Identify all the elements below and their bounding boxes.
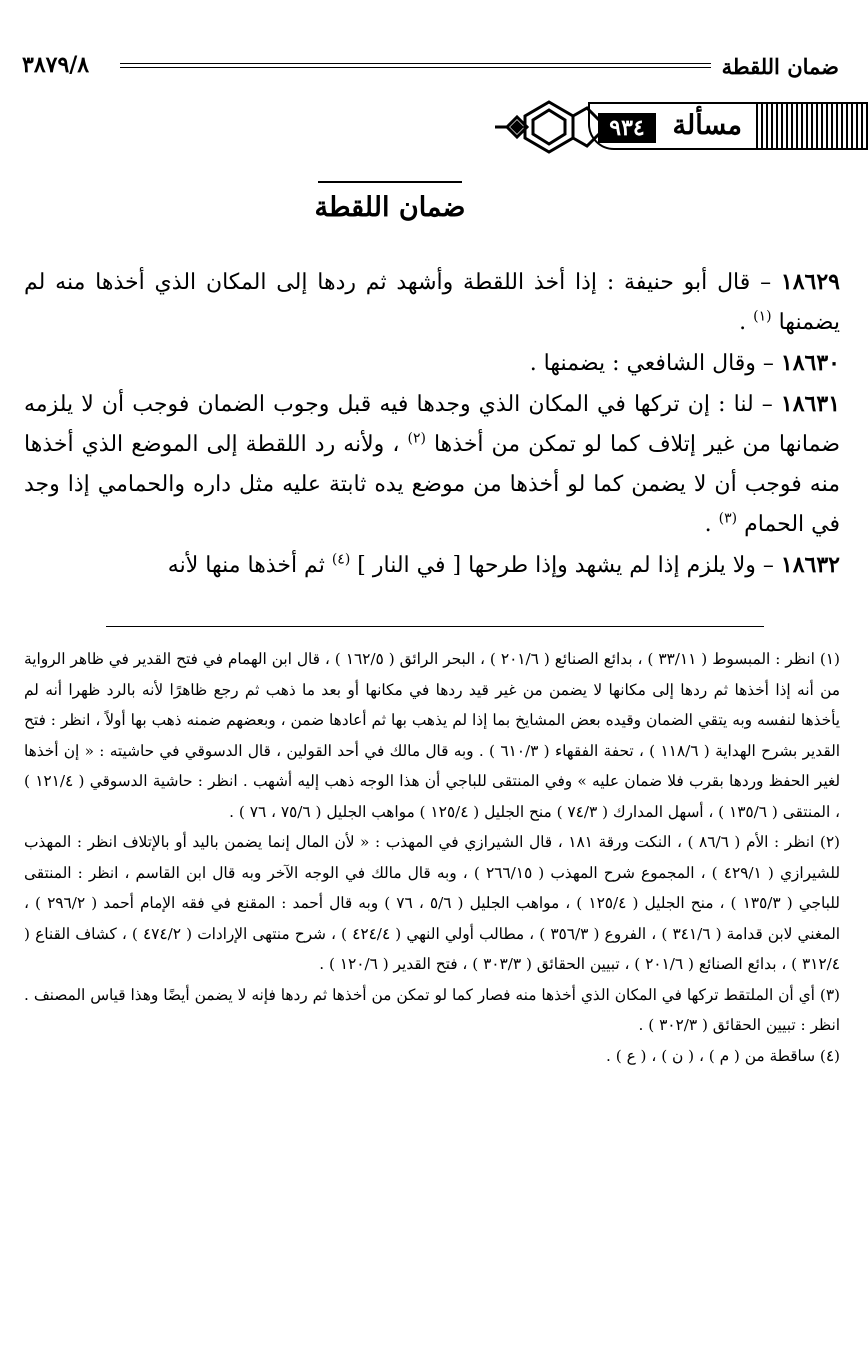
- banner-hatch-pattern: [754, 102, 868, 150]
- footnotes: [24, 644, 840, 1071]
- paragraph-text: – لنا : إن تركها في المكان الذي وجدها فيه قبل وجوب الضمان فوجب أن لا يلزمه ضمانها من غير إتلاف كما لو تمكن من أخذها: [24, 392, 840, 457]
- paragraph-text: – ولا يلزم إذا لم يشهد وإذا طرحها [ في النار ]: [357, 553, 774, 578]
- paragraph-text: .: [739, 310, 747, 335]
- chapter-rule: [318, 181, 462, 183]
- footnote: (١) انظر : المبسوط ( ٣٣/١١ ) ، بدائع الصنائع ( ٢٠١/٦ ) ، البحر الرائق ( ١٦٢/٥ ) ، قال ابن الهمام في فتح القدير في ظاهر الرواية من أنه إذا أخذها ثم ردها إلى مكانها لا يضمن من غير قيد ردها في مكانها أو بعد ما ذهب ثم رجع ظاهرًا لأنه بالرد ظهرا أنه لم يأخذها لنفسه وبه يتقي الضمان وقيده بعض المشايخ بما إذا لم يذهب بها ثم أعادها ضمن ، وبعضهم ضمنه ذهب بها أولاً ، انظر : فتح القدير بشرح الهداية ( ١١٨/٦ ) ، تحفة الفقهاء ( ٦١٠/٣ ) . وبه قال مالك في أحد القولين ، قال الدسوقي في حاشيته : « إن أخذها لغير الحفظ وردها بقرب فلا ضمان عليه » وفي المنتقى للباجي أن هذا الوجه ذهب إليه أشهب . انظر : حاشية الدسوقي ( ١٢١/٤ ) ، المنتقى ( ١٣٥/٦ ) ، أسهل المدارك ( ٧٤/٣ ) منح الجليل ( ١٢٥/٤ ) مواهب الجليل ( ٧٥/٦ ، ٧٦ ) .: [24, 650, 840, 821]
- paragraph-number: ١٨٦٢٩: [780, 269, 840, 295]
- footnote-ref: (١): [753, 308, 772, 325]
- paragraph-text: – قال أبو حنيفة : إذا أخذ اللقطة وأشهد ثم ردها إلى المكان الذي أخذها منه لم يضمنها: [24, 270, 840, 335]
- running-header-rule: [120, 63, 711, 68]
- paragraph: [24, 343, 840, 384]
- footnote: (٤) ساقطة من ( م ) ، ( ن ) ، ( ع ) .: [606, 1046, 840, 1065]
- paragraph-number: ١٨٦٣١: [780, 391, 841, 417]
- ornament-icon: [493, 96, 605, 158]
- main-text: [24, 262, 840, 586]
- running-header: [22, 50, 845, 80]
- issue-number: ٩٣٤: [598, 113, 656, 143]
- paragraph-text: – وقال الشافعي : يضمنها .: [529, 351, 774, 376]
- page-number: ٣٨٧٩/٨: [22, 52, 90, 78]
- footnote: (٣) أي أن الملتقط تركها في المكان الذي أخذها منه فصار كما لو تمكن من أخذها ثم ردها فإنه لا يضمن أيضًا وهذا قياس المصنف . انظر : تبيين الحقائق ( ٣٠٢/٣ ) .: [24, 985, 840, 1034]
- footnote-separator: [106, 626, 764, 627]
- banner-label-box: [588, 102, 758, 150]
- footnote-ref: (٣): [718, 510, 738, 527]
- paragraph-text: .: [704, 512, 712, 537]
- paragraph: [24, 545, 840, 586]
- paragraph: [24, 262, 840, 343]
- paragraph: [24, 384, 840, 545]
- paragraph-text: ثم أخذها منها لأنه: [167, 553, 325, 578]
- paragraph-number: ١٨٦٣٠: [780, 350, 840, 376]
- chapter-title: ضمان اللقطة: [314, 192, 466, 223]
- footnote-ref: (٤): [331, 551, 351, 568]
- running-header-title: ضمان اللقطة: [721, 54, 839, 79]
- footnote-ref: (٢): [407, 430, 426, 447]
- footnote: (٢) انظر : الأم ( ٨٦/٦ ) ، النكت ورقة ١٨١ ، قال الشيرازي في المهذب : « لأن المال إنما يضمن باليد أو بالإتلاف انظر : المهذب للشيرازي ( ٤٢٩/١ ) ، المجموع شرح المهذب ( ٢٦٦/١٥ ) ، وبه قال مالك في الوجه الآخر وبه قال ابن القاسم ، انظر : المنتقى للباجي ( ١٣٥/٣ ) ، منح الجليل ( ١٢٥/٤ ) ، مواهب الجليل ( ٥/٦ ، ٧٦ ) وبه قال أحمد : المقنع في فقه الإمام أحمد ( ٢٩٦/٢ ) ، المغني لابن قدامة ( ٣٤١/٦ ) ، الفروع ( ٣٥٦/٣ ) ، مطالب أولي النهي ( ٤٢٤/٤ ) ، شرح منتهى الإرادات ( ٤٧٤/٢ ) ، كشاف القناع ( ٣١٢/٤ ) ، بدائع الصنائع ( ٢٠١/٦ ) ، تبيين الحقائق ( ٣٠٣/٣ ) ، فتح القدير ( ١٢٠/٦ ) .: [24, 833, 841, 973]
- issue-banner: [493, 96, 868, 158]
- paragraph-number: ١٨٦٣٢: [780, 552, 840, 578]
- issue-label: مسألة: [672, 110, 742, 141]
- paragraph-text: ، ولأنه رد اللقطة إلى الموضع الذي أخذها منه فوجب أن لا يضمن كما لو أخذها من موضع يده ثابتة عليه مثل داره والحمامي إذا وجد في الحمام: [24, 432, 840, 537]
